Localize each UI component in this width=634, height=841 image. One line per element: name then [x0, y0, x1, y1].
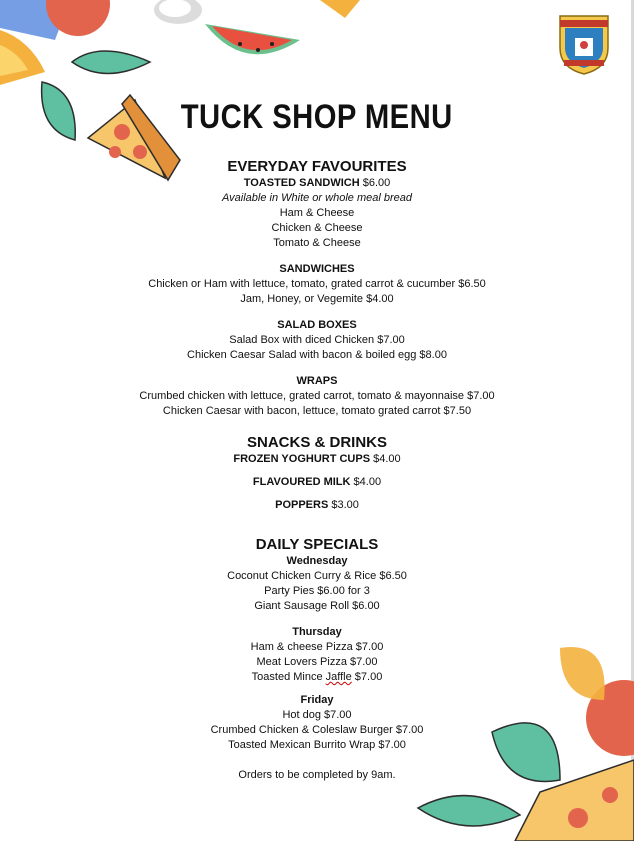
wrap-item: Crumbed chicken with lettuce, grated carrot, tomato & mayonnaise $7.00	[139, 390, 495, 402]
jaffle-text-after: $7.00	[351, 671, 383, 683]
salad-item: Salad Box with diced Chicken $7.00	[229, 334, 405, 346]
snack-item	[0, 498, 634, 513]
orders-note: Orders to be completed by 9am.	[238, 769, 396, 781]
friday-heading: Friday	[300, 694, 334, 706]
snack-item	[0, 452, 634, 467]
special-item-jaffle	[0, 670, 634, 685]
snack-item-price: $4.00	[353, 476, 382, 488]
menu-content	[0, 158, 634, 783]
special-item: Party Pies $6.00 for 3	[264, 585, 370, 597]
special-item: Crumbed Chicken & Coleslaw Burger $7.00	[210, 724, 424, 736]
toasted-option: Tomato & Cheese	[273, 237, 361, 249]
snack-item-name: POPPERS	[275, 499, 329, 511]
page-title: TUCK SHOP MENU	[180, 98, 453, 136]
sandwich-item: Jam, Honey, or Vegemite $4.00	[240, 293, 394, 305]
daily-specials-heading: DAILY SPECIALS	[255, 536, 379, 553]
toasted-sandwich-line	[0, 176, 634, 191]
toasted-sandwich-price: $6.00	[362, 177, 391, 189]
jaffle-word: Jaffle	[325, 671, 352, 683]
special-item: Meat Lovers Pizza $7.00	[256, 656, 378, 668]
snack-item	[0, 475, 634, 490]
sandwich-item: Chicken or Ham with lettuce, tomato, grated carrot & cucumber $6.50	[148, 278, 486, 290]
special-item: Giant Sausage Roll $6.00	[254, 600, 380, 612]
toasted-sandwich-note: Available in White or whole meal bread	[222, 192, 412, 204]
jaffle-text-before: Toasted Mince	[251, 671, 326, 683]
toasted-sandwich-name: TOASTED SANDWICH	[243, 177, 360, 189]
toasted-option: Ham & Cheese	[279, 207, 355, 219]
snack-item-name: FLAVOURED MILK	[252, 476, 351, 488]
salad-item: Chicken Caesar Salad with bacon & boiled egg $8.00	[187, 349, 447, 361]
wrap-item: Chicken Caesar with bacon, lettuce, tomato grated carrot $7.50	[162, 405, 472, 417]
snack-item-price: $4.00	[373, 453, 401, 465]
toasted-option: Chicken & Cheese	[271, 222, 363, 234]
school-crest-logo	[556, 12, 612, 76]
wraps-heading: WRAPS	[296, 375, 338, 387]
snacks-drinks-heading: SNACKS & DRINKS	[246, 434, 387, 451]
everyday-favourites-heading: EVERYDAY FAVOURITES	[227, 158, 407, 175]
sandwiches-heading: SANDWICHES	[279, 263, 355, 275]
snack-item-name: FROZEN YOGHURT CUPS	[233, 453, 371, 465]
salad-boxes-heading: SALAD BOXES	[277, 319, 357, 331]
thursday-heading: Thursday	[292, 626, 342, 638]
special-item: Toasted Mexican Burrito Wrap $7.00	[228, 739, 406, 751]
special-item: Hot dog $7.00	[282, 709, 352, 721]
snack-item-price: $3.00	[331, 499, 359, 511]
special-item: Ham & cheese Pizza $7.00	[250, 641, 384, 653]
special-item: Coconut Chicken Curry & Rice $6.50	[227, 570, 407, 582]
wednesday-heading: Wednesday	[286, 555, 348, 567]
